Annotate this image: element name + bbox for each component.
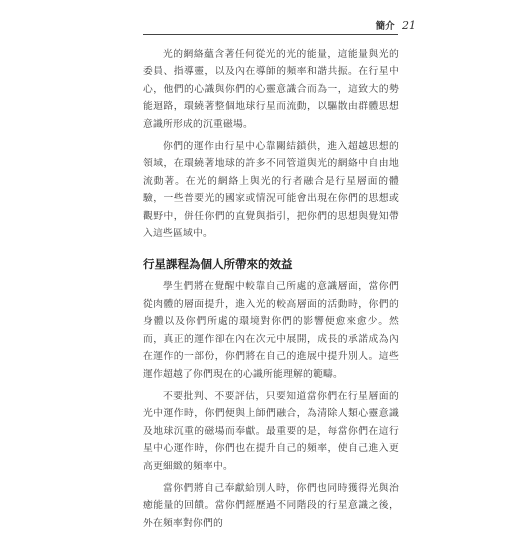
page-number: 21 (402, 19, 416, 32)
paragraph-5: 當你們將自己奉獻給別人時，你們也同時獲得光與治癒能量的回饋。當你們經歷過不同階段的行星意識之後，外在頻率對你們的 (143, 482, 399, 529)
body-text (143, 46, 399, 537)
paragraph-3: 學生們將在覺醒中較靠自己所處的意識層面，當你們從肉體的層面提升，進入光的較高層面的活動時，你們的身體以及你們所處的環境對你們的影響便愈來愈少。然而，真正的運作卻在內在次元中展開，成長的承諾成為內在運作的一部份，你們將在自己的進展中提升別人。這些運作超越了你們現在的心識所能理解的範疇。 (143, 281, 399, 380)
paragraph-4: 不要批判、不要評估，只要知道當你們在行星層面的光中運作時，你們便與上師們融合，為清除人類心靈意識及地球沉重的磁場而奉獻。最重要的是，每當你們在這行星中心運作時，你們也在提升自己的頻率，使自己進入更高更細緻的頻率中。 (143, 390, 399, 472)
header-rule (143, 34, 398, 35)
running-header-section-title: 簡介 (375, 21, 395, 32)
running-header (376, 18, 416, 32)
section-heading: 行星課程為個人所帶來的效益 (143, 257, 293, 272)
paragraph-1: 光的網絡蘊含著任何從光的光的能量，這能量與光的委員、指導靈，以及內在導師的頻率和諧共振。在行星中心，他們的心識與你們的心靈意識合而為一，這致大的勢能迴路，環繞著整個地球行星而流動，以驅散由群體思想意識所形成的沉重磁場。 (143, 49, 399, 130)
paragraph-2: 你們的運作由行星中心靠關結鎖供，進入超越思想的領域，在環繞著地球的許多不同管道與光的網絡中自由地流動著。在光的網絡上與光的行者融合是行星層面的體驗，一些普要光的國家或情況可能會出現在你們的思想或觀野中，併任你們的直覺與指引，把你們的思想與覺知帶入這些區域中。 (143, 141, 399, 240)
